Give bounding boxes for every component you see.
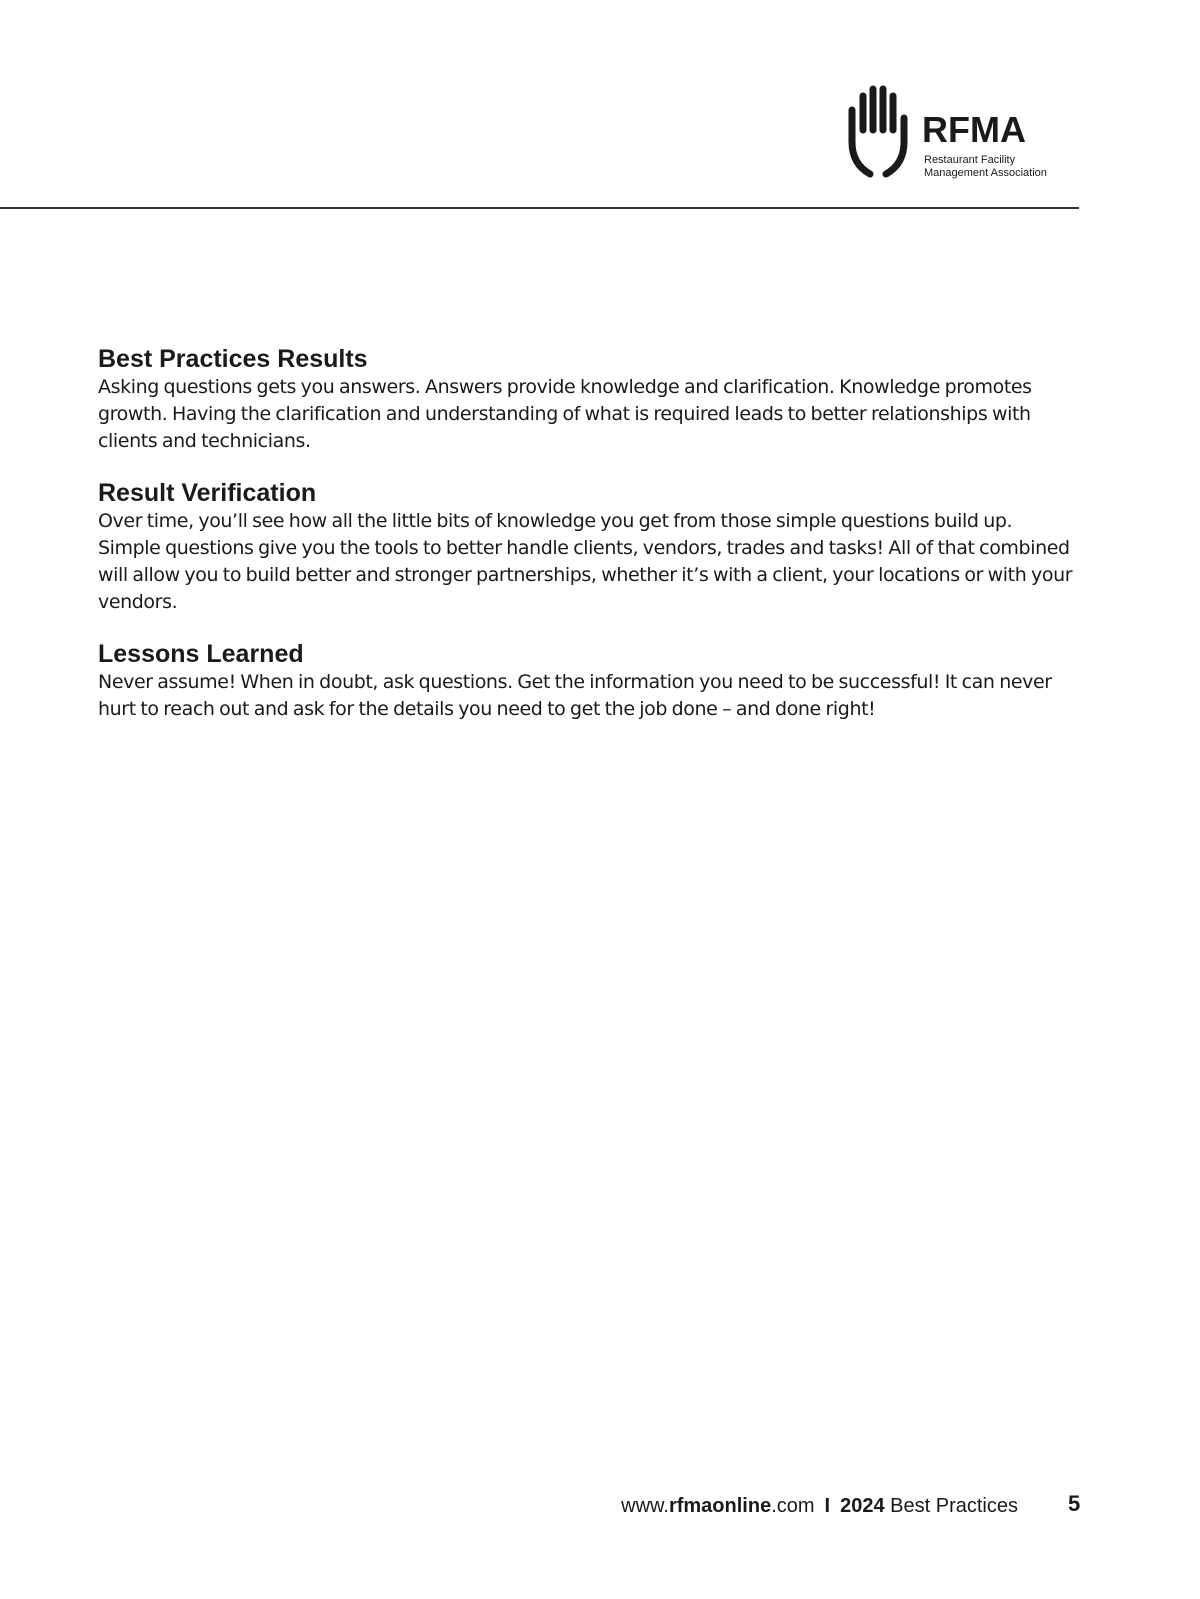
section-best-practices-results — [98, 344, 1078, 455]
footer-separator: I — [824, 1495, 831, 1517]
footer-year: 2024 — [840, 1495, 885, 1517]
footer-url[interactable] — [621, 1495, 814, 1517]
section-body: Asking questions gets you answers. Answers provide knowledge and clarification. Knowledge promotes growth. Having the clarification and understanding of what is required leads to better relationships with clients and technicians. — [98, 376, 1032, 452]
section-body: Over time, you’ll see how all the little bits of knowledge you get from those simple questions build up. Simple questions give you the tools to better handle clients, vendors, trades and tasks! All of that combined will allow you to build better and stronger partnerships, whether it’s with a client, your locations or with your vendors. — [98, 510, 1073, 613]
section-heading: Lessons Learned — [98, 640, 304, 668]
footer-publication: Best Practices — [890, 1495, 1018, 1517]
hand-fork-icon — [846, 84, 910, 182]
footer-url-prefix: www. — [621, 1495, 669, 1517]
section-heading: Result Verification — [98, 479, 317, 507]
footer-url-domain: rfmaonline — [668, 1495, 772, 1517]
section-body: Never assume! When in doubt, ask questions. Get the information you need to be successful! It can never hurt to reach out and ask for the details you need to get the job done – and done right! — [98, 671, 1052, 720]
section-lessons-learned — [98, 639, 1078, 723]
logo-subtitle — [924, 154, 1084, 180]
logo-subtitle-line1: Restaurant Facility — [924, 154, 1016, 166]
rfma-logo — [846, 84, 1076, 184]
article-content — [98, 344, 1078, 746]
page-number: 5 — [1068, 1491, 1081, 1516]
logo-subtitle-line2: Management Association — [924, 167, 1047, 179]
logo-name: RFMA — [922, 109, 1026, 150]
footer-url-suffix: .com — [771, 1495, 815, 1517]
section-heading: Best Practices Results — [98, 345, 368, 373]
section-result-verification — [98, 478, 1078, 616]
header-divider — [0, 207, 1079, 209]
page-footer — [621, 1492, 1018, 1520]
